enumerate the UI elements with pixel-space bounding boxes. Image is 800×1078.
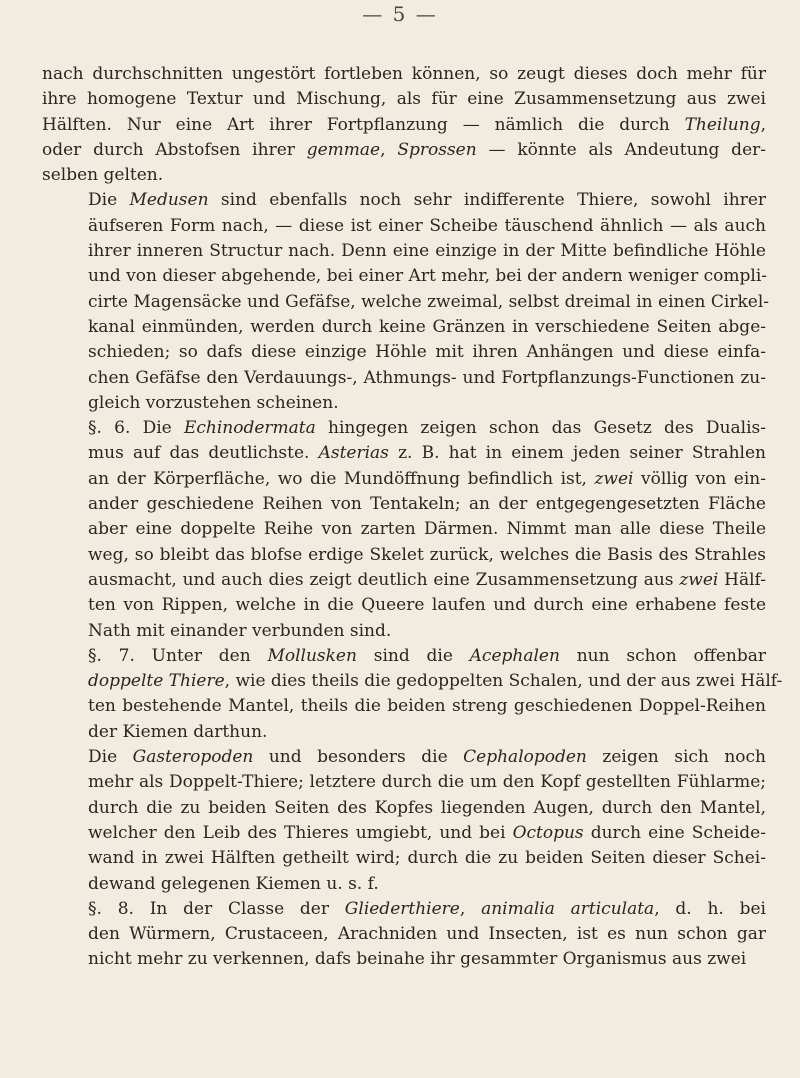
text-run: §. 8. In der Classe der [88, 898, 345, 919]
text-line [42, 669, 783, 694]
text-run: Die [88, 747, 133, 768]
text-run: ihrer inneren Structur nach. Denn eine einzige in der Mitte befindliche Höhle [88, 241, 766, 262]
text-run: ten von Rippen, welche in die Queere laufen und durch eine erhabene feste [88, 595, 766, 616]
text-run: völlig von ein- [633, 468, 766, 489]
text-line [42, 821, 766, 846]
text-run: äufseren Form nach, — diese ist einer Scheibe täuschend ähnlich — als auch [88, 215, 766, 236]
text-run: nach durchschnitten ungestört fortleben können, so zeugt dieses doch mehr für [42, 64, 766, 84]
italic-term: Cephalopoden [463, 747, 587, 768]
text-run: — könnte als Andeutung der- [476, 139, 766, 160]
text-run: ausmacht, und auch dies zeigt deutlich eine Zusammensetzung aus [88, 569, 680, 590]
text-line [42, 846, 766, 871]
text-run: Hälften. Nur eine Art ihrer Fortpflanzung — nämlich die durch [42, 114, 685, 135]
text-line [42, 138, 766, 163]
text-line [42, 720, 766, 745]
text-run: ihre homogene Textur und Mischung, als für eine Zusammensetzung aus zwei [42, 89, 766, 110]
text-run: hingegen zeigen schon das Gesetz des Dualis- [315, 418, 766, 439]
text-line [42, 619, 766, 644]
text-run: , d. h. bei [654, 898, 766, 919]
text-line [42, 644, 766, 669]
text-run: sind die [356, 645, 470, 666]
text-run: ander geschiedene Reihen von Tentakeln; an der entgegengesetzten Fläche [88, 494, 766, 515]
text-line [42, 366, 766, 391]
text-run: mus auf das deutlichste. [88, 443, 319, 464]
text-run: und besonders die [253, 747, 464, 768]
text-line [42, 467, 766, 492]
italic-term: Gasteropoden [132, 747, 254, 768]
text-run: z. B. hat in einem jeden seiner Strahlen [388, 443, 766, 464]
text-run: welcher den Leib des Thieres umgiebt, und bei [88, 822, 513, 843]
paragraph [42, 897, 766, 973]
italic-term: Echinodermata [183, 418, 316, 439]
text-line [42, 543, 766, 568]
text-line [42, 441, 766, 466]
text-run: sind ebenfalls noch sehr indifferente Thiere, sowohl ihrer [208, 190, 767, 211]
text-run: durch die zu beiden Seiten des Kopfes liegenden Augen, durch den Mantel, [88, 797, 766, 818]
text-run: cirte Magensäcke und Gefäfse, welche zweimal, selbst dreimal in einen Cirkel- [88, 291, 770, 312]
text-run: §. 7. Unter den [88, 645, 268, 666]
text-run: nun schon offenbar [559, 645, 766, 666]
text-line [42, 163, 766, 188]
text-line [42, 517, 766, 542]
italic-term: zwei [679, 569, 719, 590]
text-line [42, 872, 766, 897]
italic-term: Sprossen [397, 139, 477, 160]
text-line [42, 239, 766, 264]
text-line [42, 188, 766, 213]
text-run: §. 6. Die [88, 418, 184, 439]
paragraph [42, 188, 770, 416]
text-line [42, 315, 766, 340]
text-run: wand in zwei Hälften getheilt wird; durch die zu beiden Seiten dieser Schei- [88, 848, 766, 869]
italic-term: Mollusken [267, 645, 357, 666]
text-run: , [380, 139, 398, 160]
paragraph [42, 644, 783, 745]
paragraph [42, 62, 766, 188]
text-line [42, 796, 766, 821]
text-run: Die [88, 190, 130, 211]
text-line [42, 87, 766, 112]
italic-term: gemmae [306, 139, 381, 160]
text-run: ten bestehende Mantel, theils die beiden streng geschiedenen Doppel-Reihen [88, 696, 766, 717]
text-line [42, 290, 770, 315]
text-line [42, 922, 766, 947]
text-line [42, 568, 766, 593]
text-run: , [459, 898, 482, 919]
text-line [42, 593, 766, 618]
text-line [42, 264, 766, 289]
text-run: zeigen sich noch [586, 747, 767, 768]
italic-term: Theilung [684, 114, 761, 135]
text-line [42, 391, 766, 416]
text-run: kanal einmünden, werden durch keine Gränzen in verschiedene Seiten abge- [88, 316, 766, 337]
italic-term: Gliederthiere [344, 898, 460, 919]
text-line [42, 770, 766, 795]
text-line [42, 947, 766, 972]
italic-term: Asterias [318, 443, 389, 464]
text-run: aber eine doppelte Reihe von zarten Därmen. Nimmt man alle diese Theile [88, 519, 766, 540]
text-run: durch eine Scheide- [583, 822, 766, 843]
text-line [42, 214, 766, 239]
text-run: an der Körperfläche, wo die Mundöffnung befindlich ist, [88, 468, 595, 489]
text-run: chen Gefäfse den Verdauungs-, Athmungs- und Fortpflanzungs-Functionen zu- [88, 367, 766, 388]
text-line [42, 416, 766, 441]
italic-term: doppelte Thiere [88, 671, 225, 692]
text-run: Hälf- [718, 569, 766, 590]
paragraph [42, 745, 766, 897]
text-run: oder durch Abstofsen ihrer [42, 139, 307, 160]
text-line [42, 62, 766, 87]
text-run: mehr als Doppelt-Thiere; letztere durch die um den Kopf gestellten Fühlarme; [88, 772, 766, 793]
italic-term: Acephalen [469, 645, 560, 666]
text-run: der Kiemen darthun. [88, 721, 268, 742]
text-run: weg, so bleibt das blofse erdige Skelet zurück, welches die Basis des Strahles [88, 544, 766, 565]
text-line [42, 745, 766, 770]
body-text [42, 62, 783, 973]
text-run: gleich vorzustehen scheinen. [88, 392, 339, 413]
text-run: den Würmern, Crustaceen, Arachniden und Insecten, ist es nun schon gar [88, 924, 766, 945]
text-run: schieden; so dafs diese einzige Höhle mit ihren Anhängen und diese einfa- [88, 342, 766, 363]
italic-term: animalia articulata [481, 898, 655, 919]
text-run: und von dieser abgehende, bei einer Art mehr, bei der andern weniger compli- [88, 266, 768, 287]
page-number: — 5 — [362, 2, 438, 26]
text-run: Nath mit einander verbunden sind. [88, 620, 392, 641]
text-run: nicht mehr zu verkennen, dafs beinahe ihr gesammter Organismus aus zwei [88, 949, 747, 970]
text-line [42, 113, 766, 138]
text-run: dewand gelegenen Kiemen u. s. f. [88, 873, 379, 894]
text-line [42, 694, 766, 719]
text-line [42, 492, 766, 517]
paragraph [42, 416, 766, 644]
text-run: , wie dies theils die gedoppelten Schalen, und der aus zwei Hälf- [224, 671, 783, 692]
text-run: , [760, 114, 766, 135]
text-run: selben gelten. [42, 165, 164, 186]
italic-term: Octopus [512, 822, 584, 843]
italic-term: Medusen [129, 190, 209, 211]
text-line [42, 897, 766, 922]
italic-term: zwei [594, 468, 634, 489]
text-line [42, 340, 766, 365]
